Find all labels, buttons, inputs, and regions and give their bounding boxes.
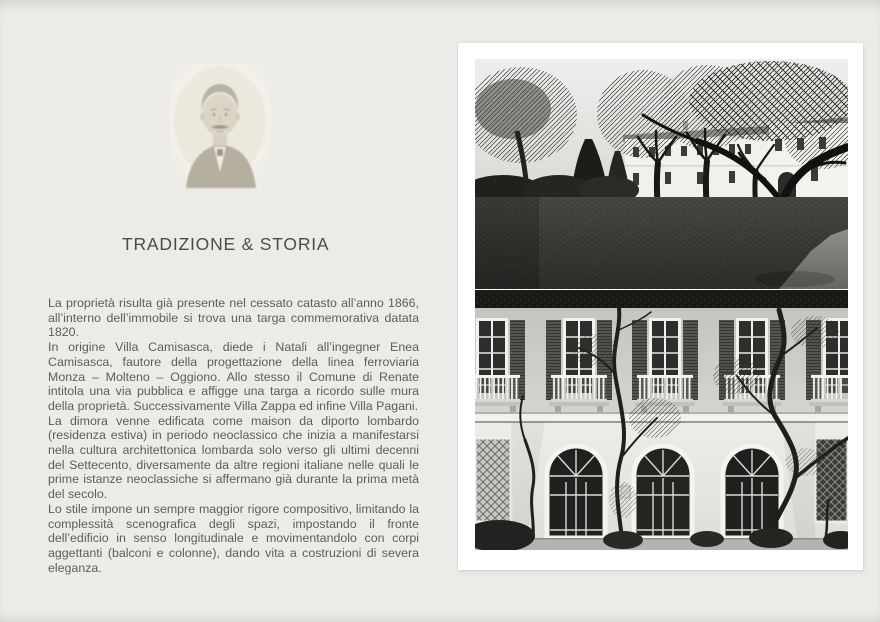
body-text (48, 296, 419, 575)
page-title: TRADIZIONE & STORIA (122, 234, 330, 254)
villa-garden-photo (475, 59, 848, 289)
villa-garden-art (475, 59, 848, 289)
portrait-photo (166, 58, 276, 194)
photo-card (458, 43, 863, 570)
villa-facade-photo (475, 290, 848, 550)
villa-facade-art (475, 290, 848, 550)
paragraph-history: La proprietà risulta già presente nel cessato catasto all’anno 1866, all’interno dell’immobile si trova una targa commemorativa datata 1820. (48, 296, 419, 340)
paragraph-architecture: La dimora venne edificata come maison da diporto lombardo (residenza estiva) in periodo neoclassico che inizia a manifestarsi nella cultura architettonica lombarda solo verso gli ultimi decenni del Settecento, diversamente da altre regioni italiane nelle quali le prime istanze neoclassiche si affermano già durante la prima metà del secolo. (48, 413, 419, 502)
paragraph-origins: In origine Villa Camisasca, diede i Natali all’ingegner Enea Camisasca, fautore della progettazione della linea ferroviaria Monza – Molteno – Oggiono. Allo stesso il Comune di Renate intitola una via pubblica e affigge una targa a ricordo sulle mura della proprietà. Successivamente Villa Zappa ed infine Villa Pagani. (48, 340, 419, 413)
paragraph-style: Lo stile impone un sempre maggior rigore compositivo, limitando la complessità scenografica degli spazi, impostando il fronte dell’edificio in senso longitudinale e movimentandolo con corpi aggettanti (balconi e colonne), dando vita a costruzioni di severa eleganza. (48, 501, 419, 575)
portrait-photo-art (166, 58, 276, 194)
